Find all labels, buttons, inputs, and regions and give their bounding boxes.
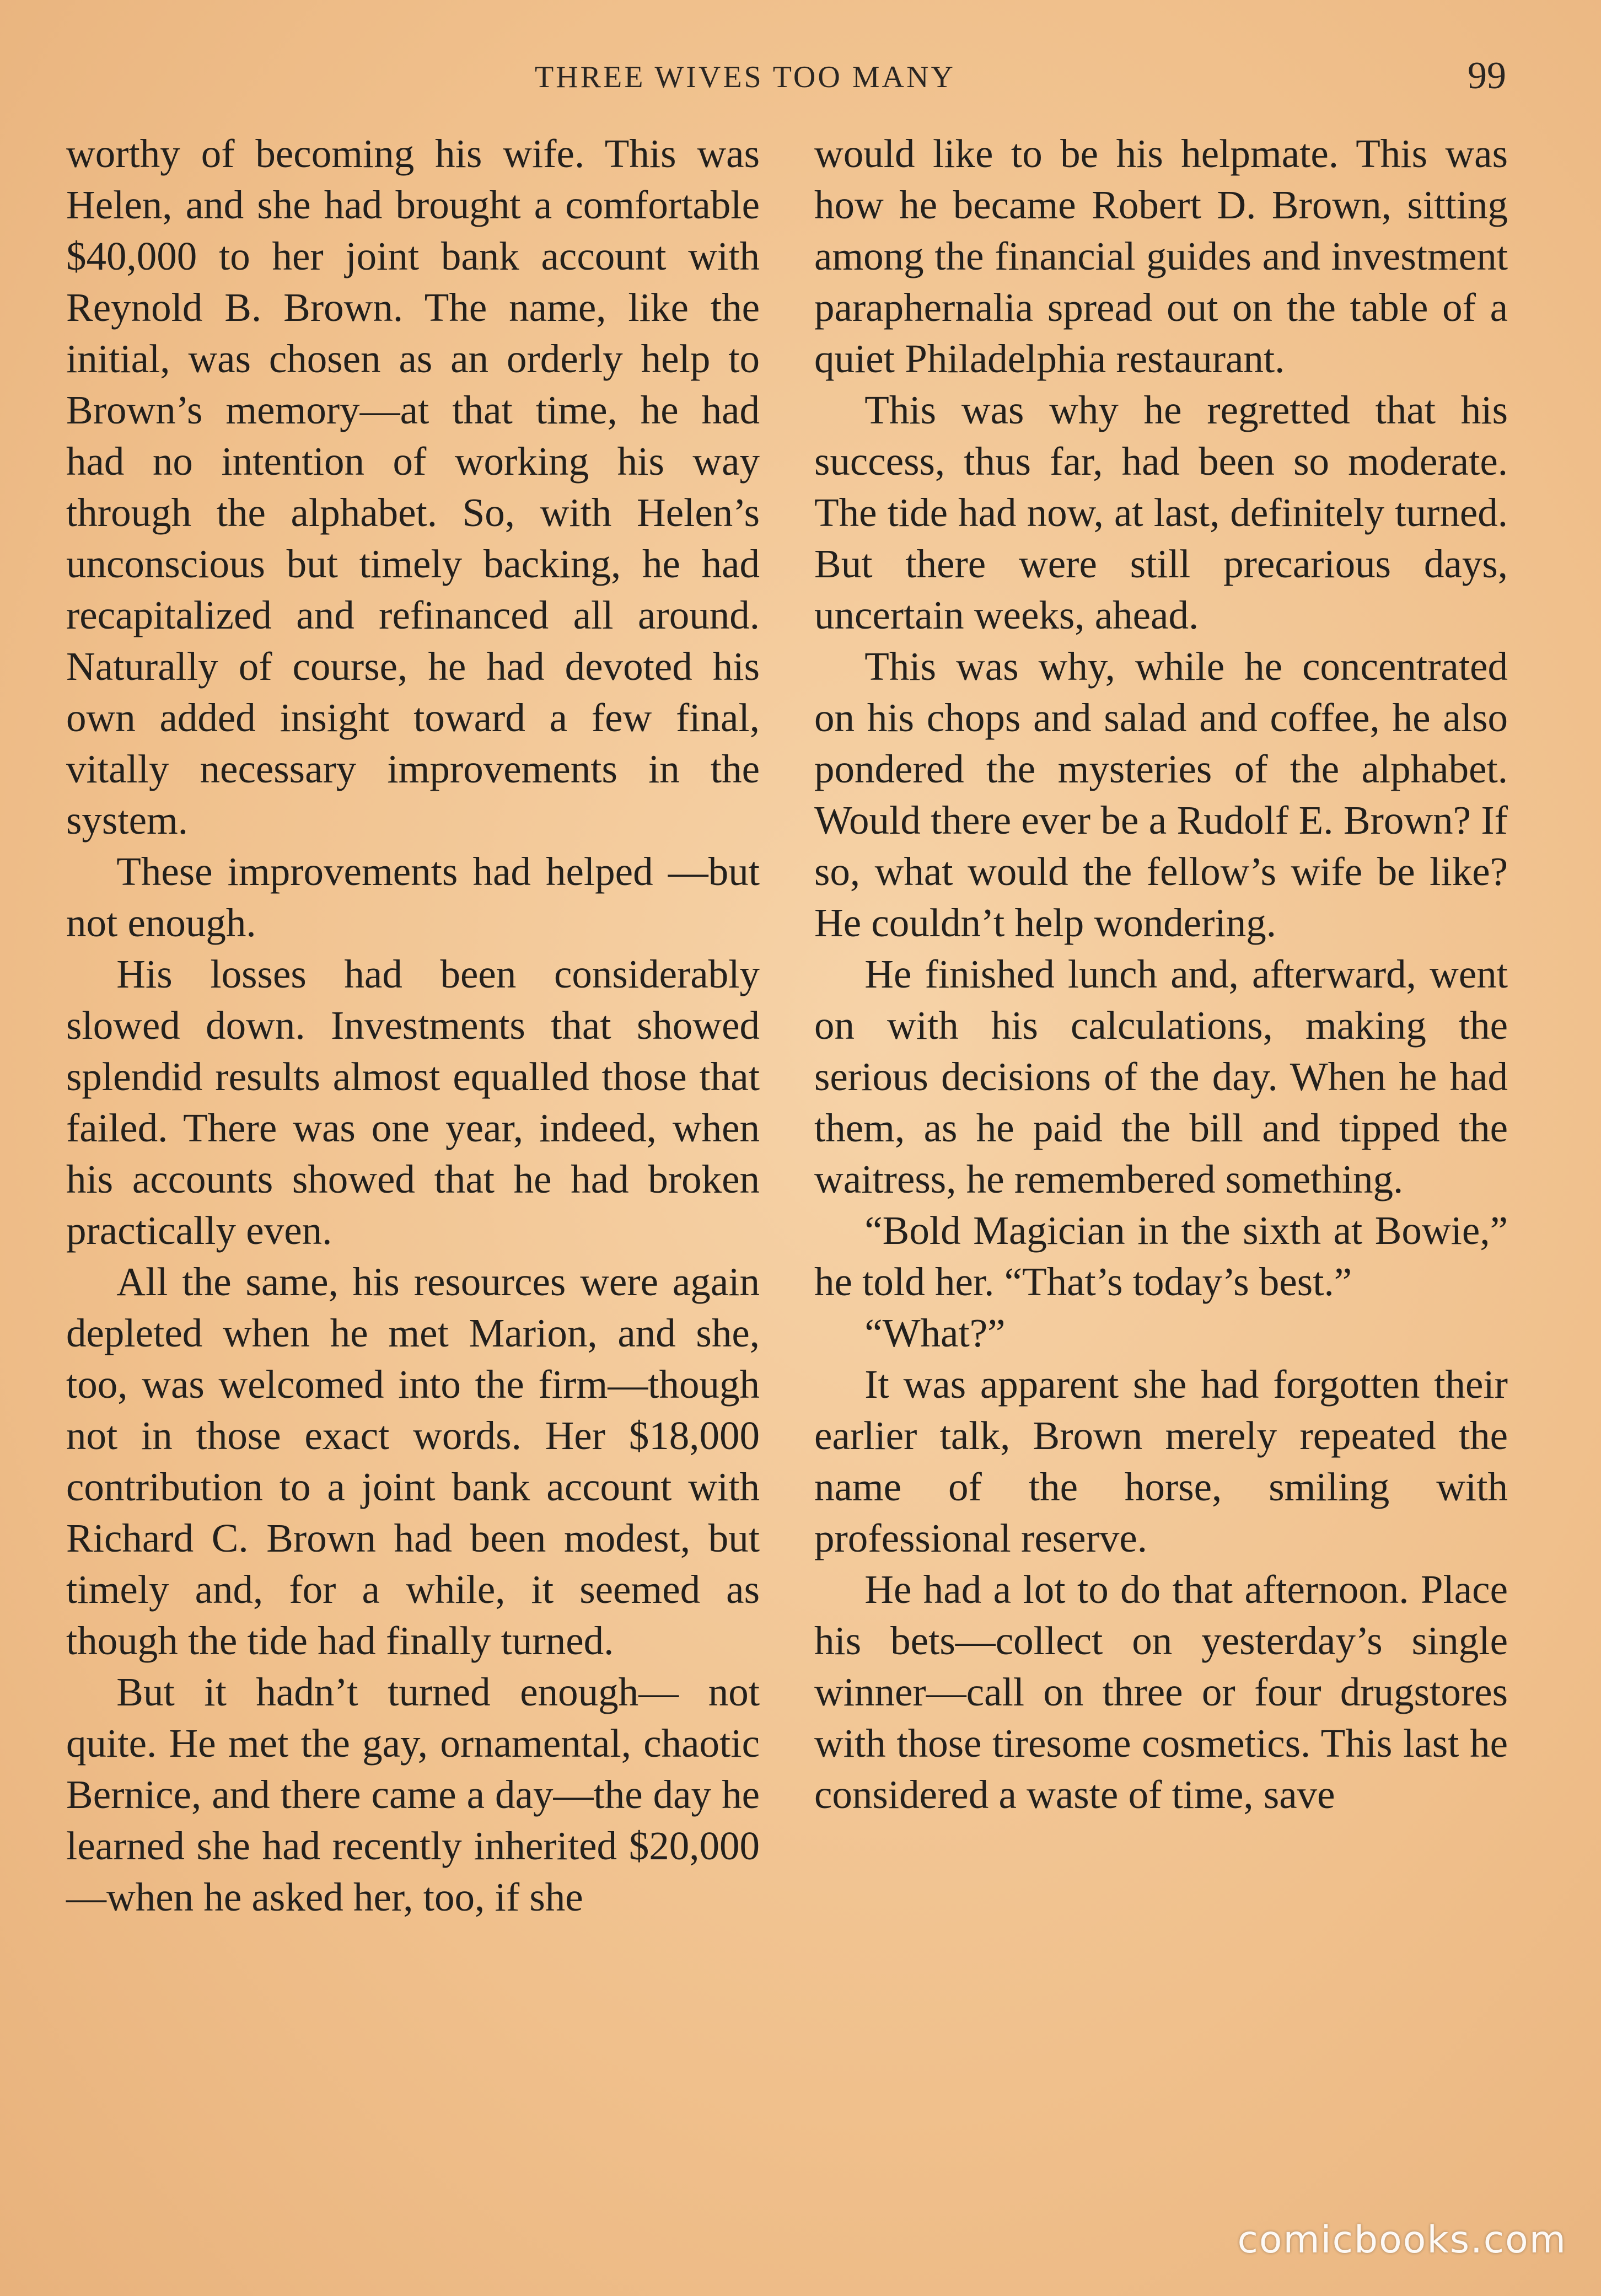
- page-number: 99: [1468, 55, 1506, 97]
- paragraph: These improvements had helped —but not enough.: [66, 849, 760, 945]
- running-title: THREE WIVES TOO MANY: [535, 60, 955, 94]
- paragraph: He finished lunch and, afterward, went on with his calculations, making the serious decisions of the day. When he had them, as he paid the bill and tipped the waitress, he remembered something.: [814, 952, 1508, 1201]
- paragraph: This was why he regretted that his success, thus far, had been so moderate. The tide had now, at last, definitely turned. But there were still precarious days, uncertain weeks, ahead.: [814, 388, 1508, 637]
- paragraph: “What?”: [864, 1311, 1006, 1355]
- paragraph: But it hadn’t turned enough— not quite. He met the gay, ornamental, chaotic Bernice, and there came a day—the day he learned she had recently inherited $20,000 —when he asked her, too, if she: [66, 1670, 760, 1919]
- paragraph: would like to be his helpmate. This was how he became Robert D. Brown, sitting among the financial guides and investment paraphernalia spread out on the table of a quiet Philadelphia restaurant.: [814, 131, 1508, 381]
- paragraph: It was apparent she had forgotten their earlier talk, Brown merely repeated the name of the horse, smiling with professional reserve.: [814, 1362, 1508, 1560]
- paragraph: worthy of becoming his wife. This was Helen, and she had brought a comfortable $40,000 to her joint bank account with Reynold B. Brown. The name, like the initial, was chosen as an orderly help to Brown’s memory—at that time, he had had no intention of working his way through the alphabet. So, with Helen’s unconscious but timely backing, he had recapitalized and refinanced all around. Naturally of course, he had devoted his own added insight toward a few final, vitally necessary improvements in the system.: [66, 131, 760, 843]
- paragraph: His losses had been considerably slowed down. Investments that showed splendid results almost equalled those that failed. There was one year, indeed, when his accounts showed that he had broken practically even.: [66, 952, 760, 1253]
- watermark: comicbooks.com: [1237, 2218, 1567, 2262]
- paragraph: He had a lot to do that afternoon. Place his bets—collect on yesterday’s single winner—call on three or four drugstores with those tiresome cosmetics. This last he considered a waste of time, save: [814, 1567, 1508, 1817]
- right-column: [814, 128, 1508, 1820]
- left-column: [66, 128, 760, 1923]
- paragraph: This was why, while he concentrated on his chops and salad and coffee, he also pondered the mysteries of the alphabet. Would there ever be a Rudolf E. Brown? If so, what would the fellow’s wife be like? He couldn’t help wondering.: [814, 644, 1508, 945]
- paragraph: All the same, his resources were again depleted when he met Marion, and she, too, was welcomed into the firm—though not in those exact words. Her $18,000 contribution to a joint bank account with Richard C. Brown had been modest, but timely and, for a while, it seemed as though the tide had finally turned.: [66, 1259, 760, 1663]
- paragraph: “Bold Magician in the sixth at Bowie,” he told her. “That’s today’s best.”: [814, 1208, 1508, 1304]
